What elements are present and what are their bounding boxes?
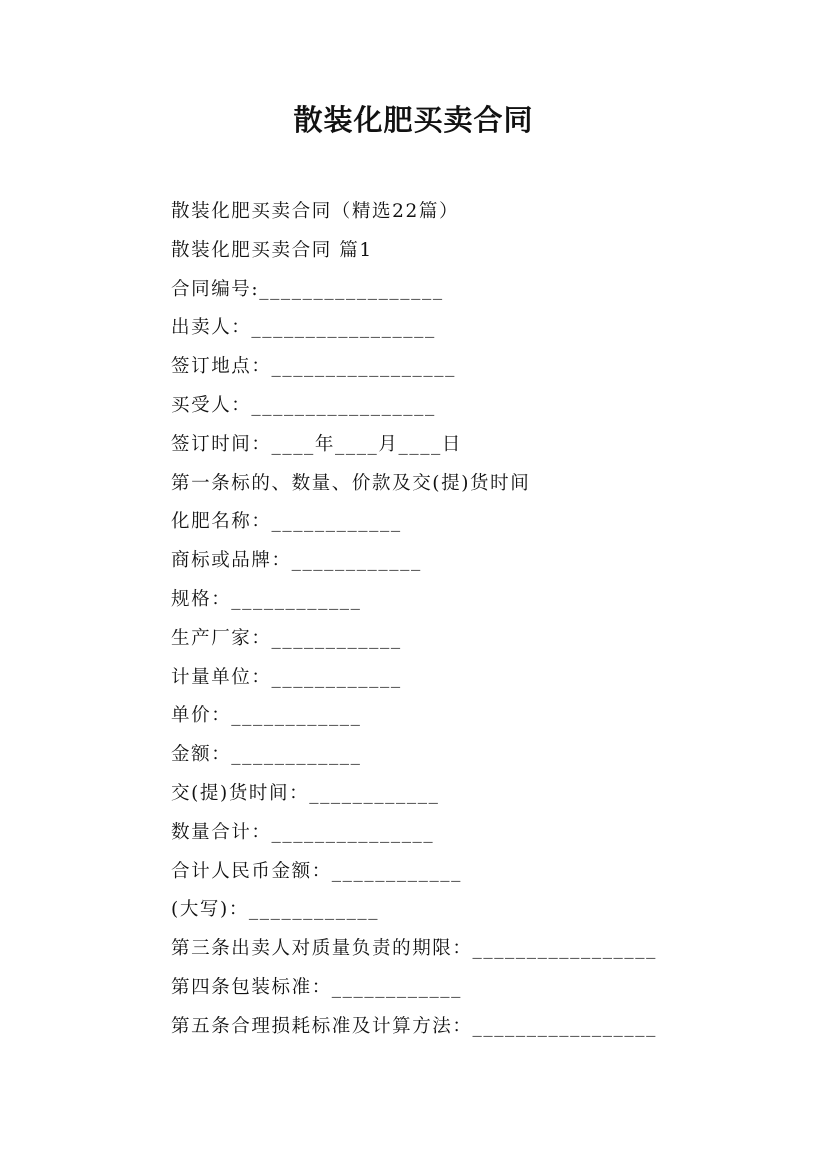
text-line: 第五条合理损耗标准及计算方法：_________________ xyxy=(171,1015,657,1037)
text-line: 散装化肥买卖合同 篇1 xyxy=(171,239,373,261)
text-line: 合计人民币金额：____________ xyxy=(171,860,463,882)
text-line: 商标或品牌：____________ xyxy=(171,550,422,572)
text-line: 出卖人：_________________ xyxy=(171,317,436,339)
text-line: 第一条标的、数量、价款及交(提)货时间 xyxy=(171,472,531,494)
text-line: 化肥名称：____________ xyxy=(171,511,402,533)
text-line: 规格：____________ xyxy=(171,588,362,610)
text-line: 签订地点：_________________ xyxy=(171,356,456,378)
text-line: (大写)：____________ xyxy=(171,899,380,921)
text-line: 买受人：_________________ xyxy=(171,394,436,416)
text-line: 散装化肥买卖合同（精选22篇） xyxy=(171,201,460,222)
text-line: 金额：____________ xyxy=(171,744,362,766)
document-body xyxy=(171,193,771,1047)
text-line: 交(提)货时间：____________ xyxy=(171,782,440,804)
text-line: 计量单位：____________ xyxy=(171,666,402,688)
text-line: 第四条包装标准：____________ xyxy=(171,976,463,998)
text-line: 第三条出卖人对质量负责的期限：_________________ xyxy=(171,938,657,960)
text-line: 数量合计：_______________ xyxy=(171,821,435,843)
text-line: 合同编号:_________________ xyxy=(171,278,444,300)
text-line: 签订时间：____年____月____日 xyxy=(171,433,463,455)
text-line: 生产厂家：____________ xyxy=(171,627,402,649)
document-title: 散装化肥买卖合同 xyxy=(293,103,534,137)
text-line: 单价：____________ xyxy=(171,705,362,727)
